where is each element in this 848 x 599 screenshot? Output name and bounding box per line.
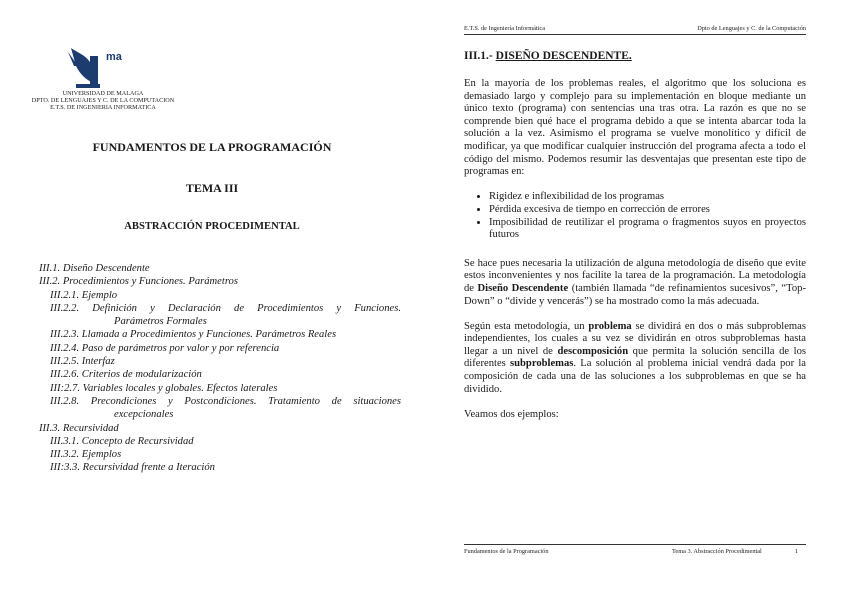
toc-item: III.2.3. Llamada a Procedimientos y Funciones. Parámetros Reales: [50, 329, 337, 341]
footer-rule: [464, 544, 806, 545]
institution-line: UNIVERSIDAD DE MALAGA: [62, 90, 144, 97]
course-title: FUNDAMENTOS DE LA PROGRAMACIÓN: [92, 140, 332, 154]
bold-term: problema: [588, 320, 632, 332]
toc-item: III:3.3. Recursividad frente a Iteración: [50, 462, 215, 474]
toc-item-continuation: excepcionales: [114, 409, 174, 421]
bold-term: descomposición: [557, 345, 629, 357]
toc-item: III.3. Recursividad: [39, 422, 119, 434]
bold-term: Diseño Descendente: [477, 282, 569, 294]
right-page: [424, 0, 848, 599]
toc-item: III.2.8. Precondiciones y Postcondiciones. Tratamiento de situaciones: [50, 395, 401, 407]
bullet-list: [464, 191, 806, 241]
bullet-item: • Imposibilidad de reutilizar el programa o fragmentos suyos en proyectos futuros: [489, 217, 806, 242]
toc-item: III.2.6. Criterios de modularización: [50, 369, 202, 381]
toc-item: III.1. Diseño Descendente: [39, 263, 150, 274]
body-text: [464, 78, 806, 434]
bullet-item: • Pérdida excesiva de tiempo en corrección de errores: [489, 204, 806, 217]
toc-item: III:2.7. Variables locales y globales. Efectos laterales: [50, 382, 278, 394]
toc-item: III.3.2. Ejemplos: [50, 449, 122, 461]
tema-subtitle: ABSTRACCIÓN PROCEDIMENTAL: [124, 221, 300, 232]
header-right: Dpto de Lenguajes y C. de la Computación: [697, 25, 806, 32]
university-logo-icon: [66, 44, 136, 90]
text-run: Según esta metodología, un: [464, 320, 589, 332]
text-run: que permita la solución sencilla de los diferentes: [464, 345, 806, 370]
page-header: [464, 25, 806, 32]
toc-item: III.2.1. Ejemplo: [50, 289, 118, 301]
paragraph: En la mayoría de los problemas reales, el algoritmo que los soluciona es demasiado largo y complejo para su implementación en bloque mediante un único texto (programa) con sentencias una tras otra. La razón es que no se comprende bien qué hace el programa debido a que se intenta abarcar toda la solución a la vez. Asimismo el programa se vuelve monolítico y difícil de modificar, ya que modificar cualquier instrucción del programa afecta a todo el código del mismo. Podemos resumir las desventajas que presentan este tipo de programas en:: [464, 78, 806, 178]
toc-item: III.2.2. Definición y Declaración de Procedimientos y Funciones.: [50, 302, 401, 314]
table-of-contents: [39, 262, 401, 475]
toc-item: III.2.4. Paso de parámetros por valor y por referencia: [50, 342, 280, 354]
footer-left: Fundamentos de la Programación: [464, 548, 549, 555]
paragraph: [464, 321, 806, 397]
toc-item: III.3.1. Concepto de Recursividad: [50, 435, 194, 447]
institution-block: [18, 90, 188, 112]
footer-chapter: Tema 3. Abstracción Procedimental: [672, 548, 762, 555]
page-number: 1: [794, 548, 798, 555]
header-rule: [464, 34, 806, 35]
page-footer: [464, 548, 806, 555]
institution-line: DPTO. DE LENGUAJES Y C. DE LA COMPUTACION: [31, 97, 175, 105]
toc-item: III.2.5. Interfaz: [50, 356, 115, 368]
text-run: . La solución al problema inicial vendrá dada por la composición de cada una de las soluciones a los subproblemas en que se ha dividido.: [464, 358, 806, 395]
paragraph: [464, 258, 806, 308]
section-title: [464, 50, 632, 62]
institution-line: E.T.S. DE INGENIERIA INFORMATICA: [50, 104, 156, 112]
text-run: se dividirá en dos o más subproblemas independientes, los cuales a su vez se dividirán en otros subproblemas hasta llegar a un nivel de: [464, 320, 806, 357]
header-left: E.T.S. de Ingeniería Informática: [464, 25, 546, 32]
logo-mark-text: ma: [106, 51, 122, 63]
toc-item: III.2. Procedimientos y Funciones. Parámetros: [39, 276, 238, 288]
bullet-item: • Rigidez e inflexibilidad de los programas: [489, 191, 806, 204]
tema-title: TEMA III: [185, 181, 239, 195]
toc-item-continuation: Parámetros Formales: [114, 316, 207, 328]
paragraph: Veamos dos ejemplos:: [464, 408, 559, 420]
section-heading: DISEÑO DESCENDENTE.: [495, 50, 632, 62]
text-run: (también llamada “de refinamientos sucesivos”, “Top-Down” o “divide y vencerás”) se ha mostrado como la más adecuada.: [464, 282, 806, 307]
text-run: Se hace pues necesaria la utilización de alguna metodología de diseño que evite estos inconvenientes y nos facilite la tarea de la programación. La metodología de: [464, 257, 806, 294]
bold-term: subproblemas: [510, 358, 574, 370]
section-number: III.1.-: [464, 50, 496, 62]
